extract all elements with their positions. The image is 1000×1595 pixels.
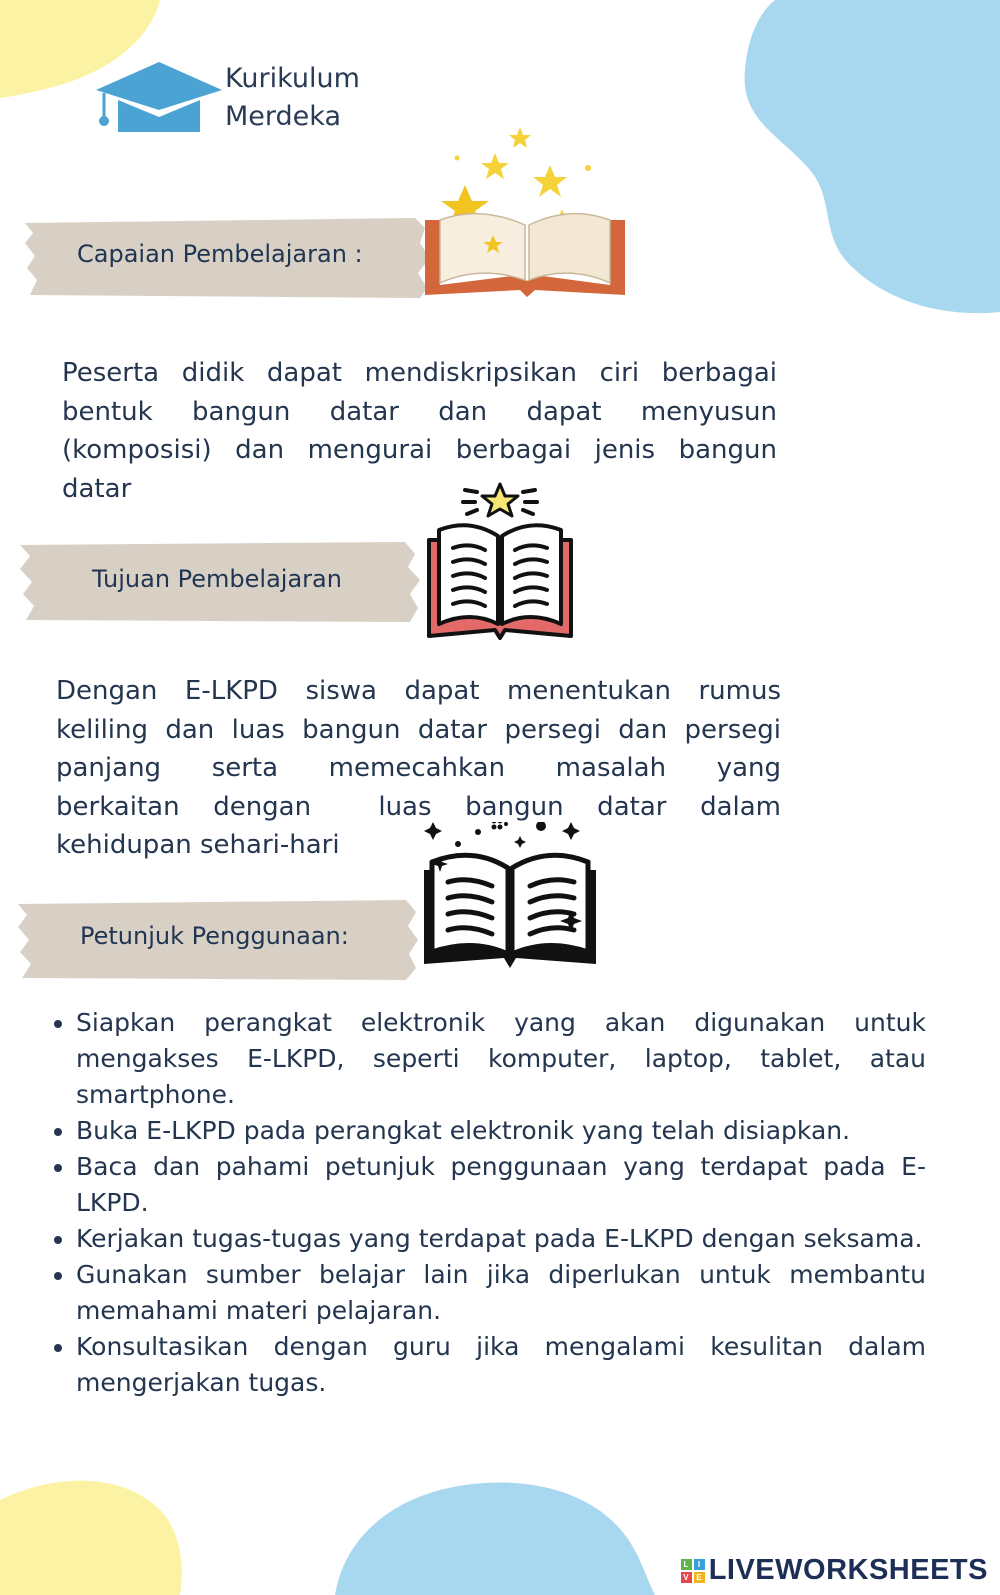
blue-blob-bottom bbox=[335, 1475, 665, 1595]
tujuan-line: Dengan E-LKPD siswa dapat menentukan rumus bbox=[56, 676, 781, 706]
tujuan-line: berkaitan dengan luas bangun datar dalam bbox=[56, 791, 781, 822]
capaian-line: Peserta didik dapat mendiskripsikan ciri berbagai bbox=[62, 358, 777, 388]
petunjuk-title: Petunjuk Penggunaan: bbox=[80, 922, 349, 950]
petunjuk-item: • Buka E-LKPD pada perangkat elektronik yang telah disiapkan. bbox=[76, 1113, 926, 1149]
petunjuk-item: • Siapkan perangkat elektronik yang akan digunakan untuk mengakses E-LKPD, seperti komputer, laptop, tablet, atau smartphone. bbox=[76, 1005, 926, 1113]
open-book-sparkle-icon bbox=[425, 478, 575, 648]
tujuan-line: panjang serta memecahkan masalah yang bbox=[56, 753, 781, 783]
liveworksheets-logo[interactable] bbox=[681, 1554, 988, 1587]
tujuan-line: keliling dan luas bangun datar persegi dan persegi bbox=[56, 714, 781, 745]
capaian-line: datar bbox=[62, 473, 132, 504]
blue-blob-top-right bbox=[740, 0, 1000, 315]
graduation-cap-icon bbox=[96, 60, 222, 140]
logo-line-1: Kurikulum bbox=[225, 63, 360, 94]
petunjuk-item: • Gunakan sumber belajar lain jika diperlukan untuk membantu memahami materi pelajaran. bbox=[76, 1257, 926, 1329]
logo-line-2: Merdeka bbox=[225, 101, 341, 132]
yellow-blob-bottom-left bbox=[0, 1470, 190, 1595]
capaian-paragraph bbox=[62, 354, 777, 508]
open-book-outline-icon bbox=[418, 822, 603, 974]
capaian-line: (komposisi) dan mengurai berbagai jenis bangun bbox=[62, 435, 777, 465]
capaian-line: bentuk bangun datar dan dapat menyusun bbox=[62, 396, 777, 427]
petunjuk-item: • Kerjakan tugas-tugas yang terdapat pada E-LKPD dengan seksama. bbox=[76, 1221, 926, 1257]
petunjuk-list bbox=[50, 1005, 926, 1401]
brand-text: LIVEWORKSHEETS bbox=[708, 1554, 988, 1586]
liveworksheets-grid-icon: L I V E bbox=[681, 1559, 705, 1583]
tujuan-title: Tujuan Pembelajaran bbox=[92, 565, 342, 593]
petunjuk-item: • Konsultasikan dengan guru jika mengalami kesulitan dalam mengerjakan tugas. bbox=[76, 1329, 926, 1401]
open-book-stars-icon bbox=[425, 125, 630, 305]
capaian-title: Capaian Pembelajaran : bbox=[77, 240, 363, 268]
curriculum-logo-text bbox=[225, 60, 360, 136]
petunjuk-item: • Baca dan pahami petunjuk penggunaan yang terdapat pada E-LKPD. bbox=[76, 1149, 926, 1221]
tujuan-line: kehidupan sehari-hari bbox=[56, 830, 340, 860]
